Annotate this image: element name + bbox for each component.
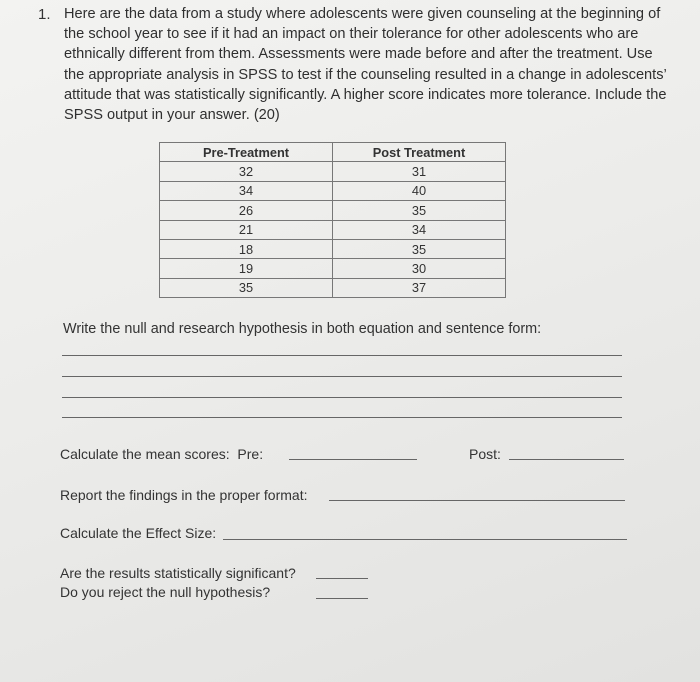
table-row <box>160 162 506 181</box>
hypothesis-answer-line[interactable] <box>62 397 622 398</box>
hypothesis-answer-line[interactable] <box>62 417 622 418</box>
significant-blank[interactable] <box>316 578 368 579</box>
post-cell: 34 <box>333 220 506 239</box>
pre-cell: 18 <box>160 239 333 258</box>
pre-cell: 32 <box>160 162 333 181</box>
post-cell: 37 <box>333 278 506 297</box>
question-number: 1. <box>38 6 51 23</box>
hypothesis-prompt: Write the null and research hypothesis in both equation and sentence form: <box>63 321 542 337</box>
data-table <box>159 142 506 298</box>
table-header-row <box>160 143 506 162</box>
header-post-treatment: Post Treatment <box>333 143 506 162</box>
pre-cell: 26 <box>160 201 333 220</box>
pre-cell: 21 <box>160 220 333 239</box>
reject-null-blank[interactable] <box>316 598 368 599</box>
post-cell: 40 <box>333 181 506 200</box>
table-row <box>160 278 506 297</box>
findings-label: Report the findings in the proper format: <box>60 487 308 503</box>
post-mean-label: Post: <box>469 446 501 462</box>
table-row <box>160 239 506 258</box>
pre-cell: 35 <box>160 278 333 297</box>
significant-label: Are the results statistically significant? <box>60 565 296 581</box>
effect-size-label: Calculate the Effect Size: <box>60 525 217 541</box>
table-row <box>160 201 506 220</box>
findings-blank[interactable] <box>329 500 625 501</box>
table-row <box>160 259 506 278</box>
post-cell: 30 <box>333 259 506 278</box>
effect-size-blank[interactable] <box>223 539 627 540</box>
pre-mean-blank[interactable] <box>289 459 417 460</box>
reject-null-label: Do you reject the null hypothesis? <box>60 584 271 600</box>
hypothesis-answer-line[interactable] <box>62 376 622 377</box>
header-pre-treatment: Pre-Treatment <box>160 143 333 162</box>
table-row <box>160 181 506 200</box>
pre-cell: 34 <box>160 181 333 200</box>
pre-cell: 19 <box>160 259 333 278</box>
table-row <box>160 220 506 239</box>
post-cell: 35 <box>333 201 506 220</box>
post-cell: 31 <box>333 162 506 181</box>
hypothesis-answer-line[interactable] <box>62 355 622 356</box>
mean-scores-label: Calculate the mean scores: Pre: <box>60 446 264 462</box>
question-text: Here are the data from a study where adolescents were given counseling at the beginning of the school year to see if it had an impact on their tolerance for other adolescents who are ethnically different from them. Assessments were made before and after the treatment. Use the appropriate analysis in SPSS to test if the counseling resulted in a change in adolescents’ attitude that was statistically significantly. A higher score indicates more tolerance. Include the SPSS output in your answer. (20) <box>64 6 667 124</box>
post-mean-blank[interactable] <box>509 459 624 460</box>
post-cell: 35 <box>333 239 506 258</box>
